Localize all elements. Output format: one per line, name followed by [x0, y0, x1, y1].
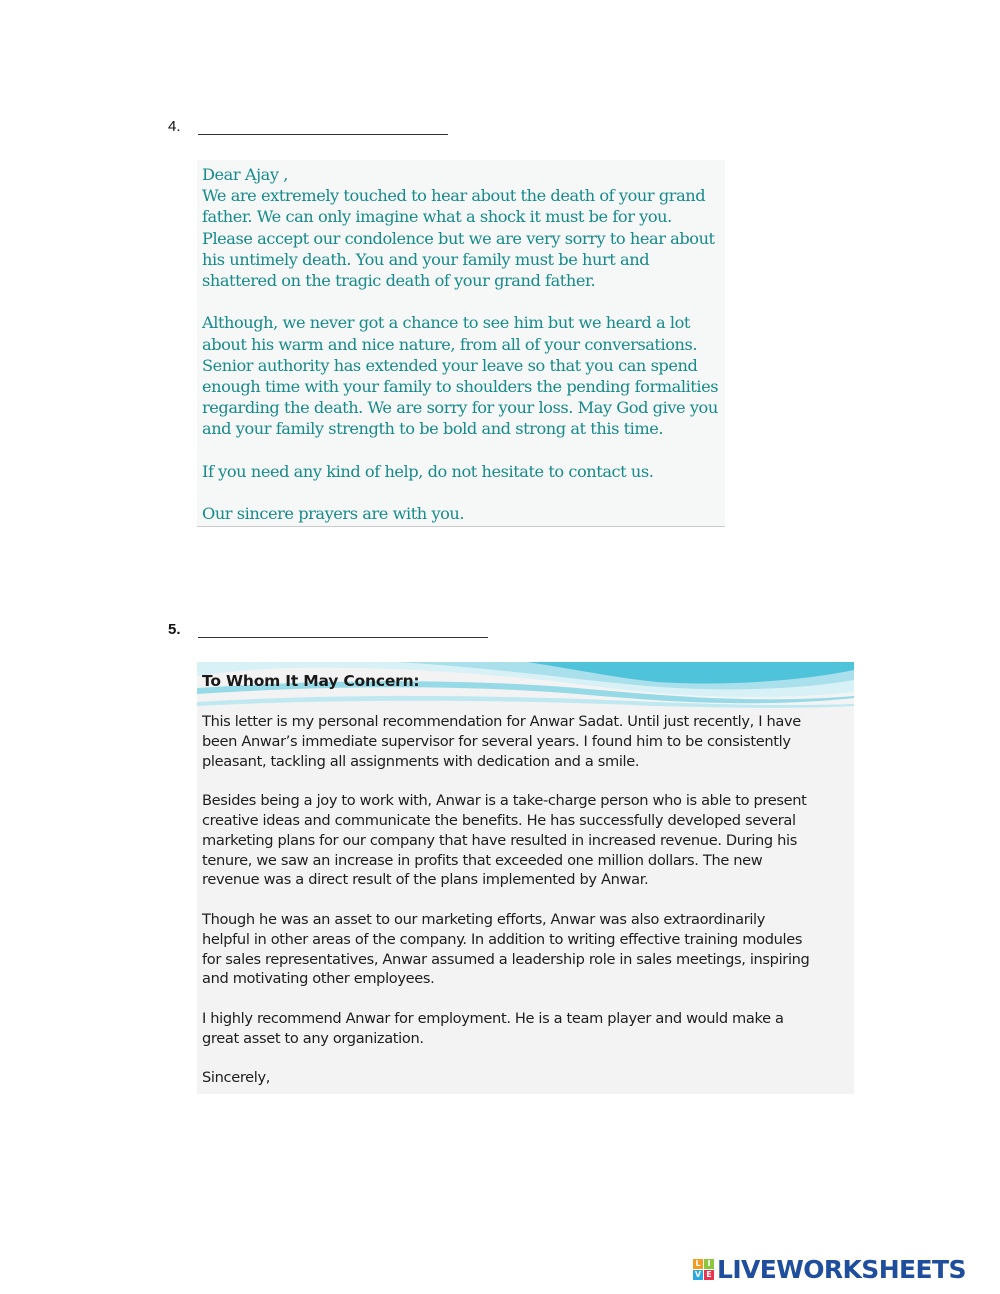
question-4-answer-input[interactable] — [198, 112, 448, 135]
letter2-paragraph: I highly recommend Anwar for employment. He is a team player and would make a great asset to any organization. — [202, 1009, 784, 1047]
letter1-paragraph: If you need any kind of help, do not hesitate to contact us. — [202, 461, 654, 481]
recommendation-letter — [197, 662, 854, 1094]
condolence-letter — [197, 160, 725, 527]
logo-text: LIVEWORKSHEETS — [717, 1254, 966, 1284]
letter1-paragraph: Our sincere prayers are with you. — [202, 504, 465, 524]
question-5-answer-input[interactable] — [198, 615, 488, 638]
logo-squares-icon — [693, 1259, 714, 1280]
liveworksheets-logo — [693, 1254, 966, 1284]
question-4-number: 4. — [168, 118, 181, 135]
logo-square: E — [704, 1270, 714, 1280]
letter1-paragraph: Although, we never got a chance to see him but we heard a lot about his warm and nice nature, from all of your conversations. Senior authority has extended your leave so that you can spend enough time with your family to shoulders the pending formalities regarding the death. We are sorry for your loss. May God give you and your family strength to be bold and strong at this time. — [202, 313, 719, 439]
question-5-number: 5. — [168, 621, 181, 638]
letter2-paragraph: Besides being a joy to work with, Anwar is a take-charge person who is able to present creative ideas and communicate the benefits. He has successfully developed several marketing plans for our company that have resulted in increased revenue. During his tenure, we saw an increase in profits that exceeded one million dollars. The new revenue was a direct result of the plans implemented by Anwar. — [202, 792, 807, 889]
letter1-paragraph: Dear Ajay , We are extremely touched to hear about the death of your grand father. We can only imagine what a shock it must be for you. Please accept our condolence but we are very sorry to hear about his untimely death. You and your family must be hurt and shattered on the tragic death of your grand father. — [202, 165, 715, 291]
logo-square: V — [694, 1269, 702, 1279]
letter2-paragraph: Though he was an asset to our marketing efforts, Anwar was also extraordinarily helpful in other areas of the company. In addition to writing effective training modules for sales representatives, Anwar assumed a leadership role in sales meetings, inspiring and motivating other employees. — [202, 910, 810, 988]
letter2-greeting: To Whom It May Concern: — [202, 672, 420, 690]
logo-square: L — [693, 1259, 703, 1269]
letter2-closing: Sincerely, — [202, 1069, 271, 1087]
letter2-paragraph: This letter is my personal recommendation for Anwar Sadat. Until just recently, I have been Anwar’s immediate supervisor for several years. I found him to be consistently pleasant, tackling all assignments with dedication and a smile. — [202, 713, 801, 770]
logo-square: I — [704, 1259, 714, 1269]
